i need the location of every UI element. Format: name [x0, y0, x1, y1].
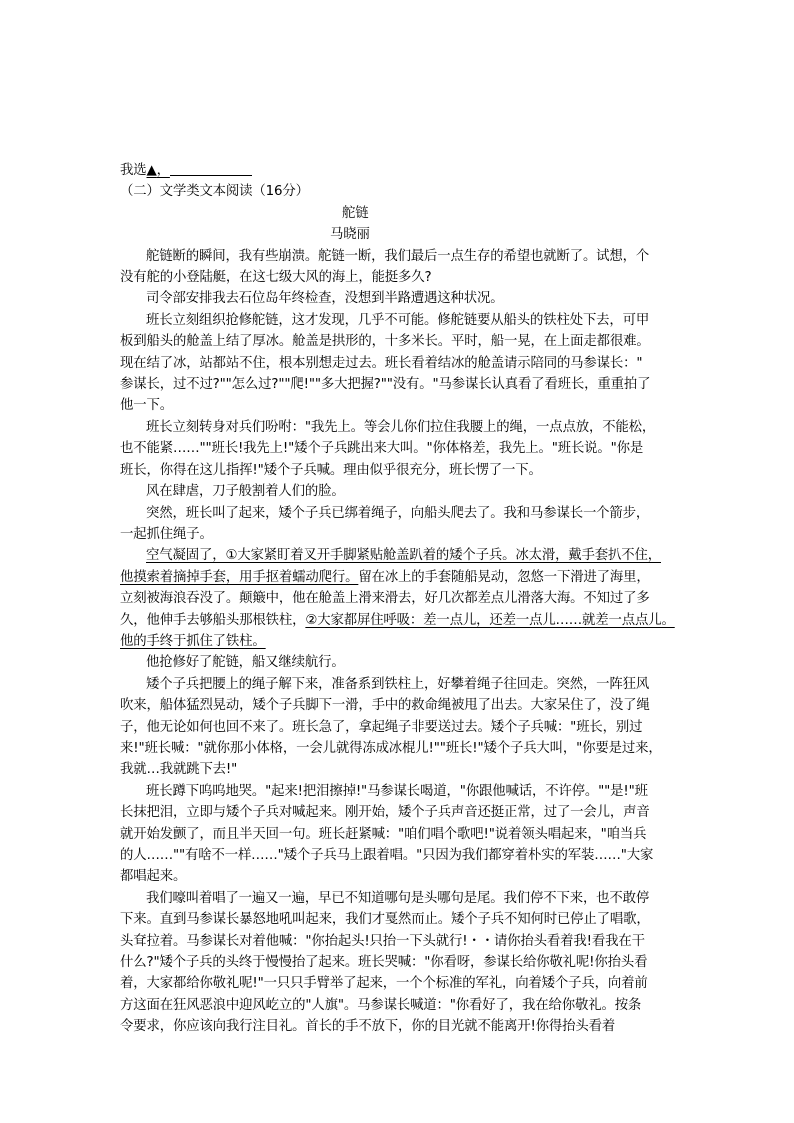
answer-comma: ，: [156, 163, 170, 178]
text-line: 他一下。: [120, 398, 173, 414]
text-span: 久，他伸手去够船头那根铁柱，: [120, 612, 306, 628]
underlined-span: 他摸索着摘掉手套，用手抠着蠕动爬行。: [120, 569, 359, 585]
answer-prefix: 我选: [120, 163, 147, 178]
text-line: 没有舵的小登陆艇，在这七级大风的海上，能挺多久?: [120, 270, 432, 286]
answer-line: [120, 160, 676, 181]
text-line: 下来。直到马参谋长暴怒地吼叫起来，我们才戛然而止。矮个子兵不知何时已停止了唱歌，: [120, 912, 650, 928]
text-span: 留在冰上的手套随船晃动，忽悠一下滑进了海里，: [358, 569, 650, 585]
text-line: 吹来，船体猛烈晃动，矮个子兵脚下一滑，手中的救命绳被甩了出去。大家呆住了，没了绳: [120, 698, 650, 714]
text-line: 班长立刻转身对兵们吩咐："我先上。等会儿你们拉住我腰上的绳，一点点放，不能松，: [146, 419, 656, 435]
text-line: 现在结了冰，站都站不住，根本别想走过去。班长看着结冰的舱盖请示陪同的马参谋长：": [120, 355, 643, 371]
text-line: 什么?"矮个子兵的头终于慢慢抬了起来。班长哭喊："你看呀，参谋长给你敬礼呢!你抬头看: [120, 955, 648, 971]
underlined-span: ②大家都屏住呼吸：差一点儿，还差一点儿……就差一点点儿。: [305, 612, 675, 628]
text-line: 也不能紧……""班长!我先上!"矮个子兵跳出来大叫。"你体格差，我先上。"班长说。"你是: [120, 441, 644, 457]
text-line: 舵链断的瞬间，我有些崩溃。舵链一断，我们最后一点生存的希望也就断了。试想，个: [146, 248, 650, 264]
answer-blank[interactable]: [170, 161, 252, 176]
text-line: 就开始发颤了，而且半天回一句。班长赶紧喊："咱们唱个歌吧!"说着领头唱起来，"咱当兵: [120, 826, 647, 842]
article-title: 舵链: [342, 205, 369, 221]
mixed-line: [120, 610, 676, 631]
text-line: 令要求，你应该向我行注目礼。首长的手不放下，你的目光就不能离开!你得抬头看着: [120, 1019, 616, 1035]
text-line: 突然，班长叫了起来，矮个子兵已绑着绳子，向船头爬去了。我和马参谋长一个箭步，: [146, 505, 650, 521]
text-line: 他抢修好了舵链，船又继续航行。: [146, 655, 345, 671]
text-line: 参谋长，过不过?""怎么过?""爬!""多大把握?""没有。"马参谋长认真看了看班长，重重拍了: [120, 377, 651, 393]
document-page: [120, 160, 676, 1038]
text-line: 板到船头的舱盖上结了厚冰。舱盖是拱形的，十多米长。平时，船一晃，在上面走都很难。: [120, 334, 650, 350]
text-line: 矮个子兵把腰上的绳子解下来，准备系到铁柱上，好攀着绳子往回走。突然，一阵狂风: [146, 676, 650, 692]
text-line: 立刻被海浪吞没了。颠簸中，他在舱盖上滑来滑去，好几次都差点儿滑落大海。不知过了多: [120, 591, 650, 607]
section-header: （二）文学类文本阅读（16分）: [120, 184, 309, 200]
text-line: 着，大家都给你敬礼呢!"一只只手臂举了起来，一个个标准的军礼，向着矮个子兵，向着前: [120, 976, 648, 992]
text-line: 班长立刻组织抢修舵链，这才发现，几乎不可能。修舵链要从船头的铁柱处下去，可甲: [146, 312, 650, 328]
text-line: 方这面在狂风恶浪中迎风屹立的"人旗"。马参谋长喊道："你看好了，我在给你敬礼。按条: [120, 997, 642, 1013]
underlined-line: 他的手终于抓住了铁柱。: [120, 633, 266, 649]
text-line: 我就…我就跳下去!": [120, 762, 238, 778]
text-line: 司令部安排我去石位岛年终检查，没想到半路遭遇这种状况。: [146, 291, 504, 307]
text-line: 一起抓住绳子。: [120, 526, 213, 542]
text-line: 班长，你得在这儿指挥!"矮个子兵喊。理由似乎很充分，班长愣了一下。: [120, 462, 542, 478]
text-line: 子，他无论如何也回不来了。班长急了，拿起绳子非要送过去。矮个子兵喊："班长，别过: [120, 719, 643, 735]
text-line: 都唱起来。: [120, 869, 187, 885]
text-line: 头耷拉着。马参谋长对着他喊："你抬起头!只抬一下头就行!・・请你抬头看着我!看我在干: [120, 933, 645, 949]
text-line: 长抹把泪，立即与矮个子兵对喊起来。刚开始，矮个子兵声音还挺正常，过了一会儿，声音: [120, 805, 650, 821]
text-line: 班长蹲下呜呜地哭。"起来!把泪擦掉!"马参谋长喝道，"你跟他喊话，不许停。""是!"班: [146, 783, 648, 799]
text-line: 风在肆虐，刀子般割着人们的脸。: [146, 484, 345, 500]
article-author: 马晓丽: [330, 227, 370, 243]
text-line: 我们嚎叫着唱了一遍又一遍，早已不知道哪句是头哪句是尾。我们停不下来，也不敢停: [146, 890, 650, 906]
mixed-line: [120, 567, 676, 588]
text-line: 来!"班长喊："就你那小体格，一会儿就得冻成冰棍儿!""班长!"矮个子兵大叫，"你要是过来，: [120, 740, 662, 756]
text-line: 的人……""有啥不一样……"矮个子兵马上跟着唱。"只因为我们都穿着朴实的军装……"大家: [120, 848, 654, 863]
underlined-line: 空气凝固了，①大家紧盯着叉开手脚紧贴舱盖趴着的矮个子兵。冰太滑，戴手套扒不住，: [146, 548, 661, 564]
answer-mark: ▲: [146, 163, 157, 178]
